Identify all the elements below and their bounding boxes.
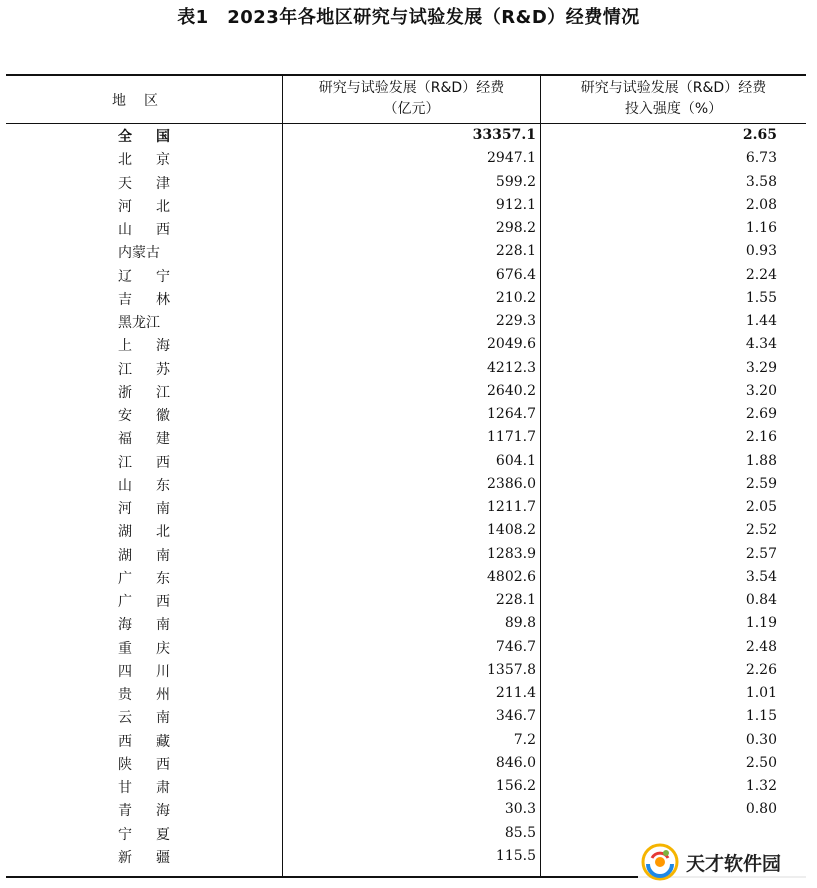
table-row bbox=[6, 474, 806, 497]
intensity-value: 0.93 bbox=[745, 243, 777, 260]
expenditure-value: 89.8 bbox=[504, 615, 536, 632]
region-name: 青 海 bbox=[118, 803, 170, 820]
table-row bbox=[6, 753, 806, 776]
expenditure-value: 1171.7 bbox=[487, 429, 536, 446]
intensity-value: 2.52 bbox=[745, 522, 777, 539]
region-name: 上 海 bbox=[118, 338, 170, 355]
region-name: 江 西 bbox=[118, 454, 170, 471]
intensity-value: 2.26 bbox=[745, 661, 777, 678]
intensity-value: 4.34 bbox=[745, 336, 777, 353]
table-row bbox=[6, 358, 806, 381]
region-name: 贵 州 bbox=[118, 687, 170, 703]
table-title: 表1 2023年各地区研究与试验发展（R&D）经费情况 bbox=[177, 7, 640, 28]
intensity-value: 2.08 bbox=[745, 196, 777, 213]
table-row bbox=[6, 381, 806, 404]
intensity-value: 2.48 bbox=[745, 638, 777, 655]
table-row bbox=[6, 265, 806, 288]
expenditure-value: 2386.0 bbox=[487, 475, 536, 492]
region-name: 重 庆 bbox=[118, 640, 170, 657]
expenditure-value: 298.2 bbox=[495, 220, 536, 236]
region-name: 河 北 bbox=[118, 198, 170, 215]
table-row bbox=[6, 497, 806, 520]
table-row bbox=[6, 311, 806, 334]
expenditure-value: 846.0 bbox=[495, 754, 536, 771]
intensity-value: 2.05 bbox=[745, 499, 777, 515]
region-name: 湖 北 bbox=[118, 524, 170, 541]
expenditure-value: 2640.2 bbox=[487, 382, 536, 399]
expenditure-value: 228.1 bbox=[495, 592, 536, 608]
column-header-expenditure-line2: （亿元） bbox=[383, 101, 440, 117]
watermark-text: 天才软件园 bbox=[686, 852, 782, 875]
expenditure-value: 4802.6 bbox=[487, 568, 536, 585]
intensity-value: 3.58 bbox=[745, 173, 777, 190]
swirl-logo-icon bbox=[640, 842, 680, 882]
intensity-value: 6.73 bbox=[745, 150, 777, 167]
expenditure-value: 2049.6 bbox=[487, 336, 536, 353]
region-name: 四 川 bbox=[118, 663, 170, 680]
column-header-intensity-line1: 研究与试验发展（R&D）经费 bbox=[580, 80, 767, 96]
expenditure-value: 210.2 bbox=[495, 289, 536, 306]
intensity-value: 2.24 bbox=[745, 266, 777, 283]
expenditure-value: 1357.8 bbox=[487, 661, 536, 678]
region-name: 宁 夏 bbox=[118, 826, 170, 843]
expenditure-value: 1283.9 bbox=[487, 545, 536, 562]
table-row bbox=[6, 706, 806, 729]
region-name: 广 西 bbox=[118, 594, 170, 610]
column-header-expenditure bbox=[283, 78, 540, 120]
region-name: 江 苏 bbox=[118, 361, 170, 378]
region-name: 辽 宁 bbox=[118, 268, 170, 285]
intensity-value: 2.69 bbox=[745, 406, 777, 422]
expenditure-value: 229.3 bbox=[495, 313, 536, 329]
table-row bbox=[6, 288, 806, 311]
table-row bbox=[6, 404, 806, 427]
intensity-value: 3.54 bbox=[745, 568, 777, 585]
table-row bbox=[6, 125, 806, 148]
table-row bbox=[6, 590, 806, 613]
intensity-value: 2.57 bbox=[745, 545, 777, 562]
region-name: 山 西 bbox=[118, 222, 170, 238]
table-row bbox=[6, 637, 806, 660]
region-name: 甘 肃 bbox=[118, 780, 170, 796]
column-header-region: 地区 bbox=[112, 93, 176, 109]
expenditure-value: 228.1 bbox=[495, 243, 536, 260]
expenditure-value: 115.5 bbox=[495, 847, 536, 864]
table-row bbox=[6, 567, 806, 590]
expenditure-value: 1264.7 bbox=[487, 406, 536, 422]
region-name: 新 疆 bbox=[118, 849, 170, 866]
region-name: 山 东 bbox=[118, 477, 170, 494]
region-name: 黑 龙 江 bbox=[118, 315, 160, 331]
expenditure-value: 1408.2 bbox=[487, 522, 536, 539]
expenditure-value: 1211.7 bbox=[487, 499, 536, 515]
table-body bbox=[6, 125, 806, 869]
intensity-value: 0.80 bbox=[745, 801, 777, 818]
expenditure-value: 2947.1 bbox=[487, 150, 536, 167]
expenditure-value: 156.2 bbox=[495, 778, 536, 794]
region-name: 湖 南 bbox=[118, 547, 170, 564]
intensity-value: 2.16 bbox=[745, 429, 777, 446]
table-row bbox=[6, 776, 806, 799]
intensity-value: 0.30 bbox=[745, 731, 777, 748]
intensity-value: 2.59 bbox=[745, 475, 777, 492]
column-header-intensity bbox=[541, 78, 806, 120]
table-row bbox=[6, 427, 806, 450]
table-row bbox=[6, 660, 806, 683]
region-name: 北 京 bbox=[118, 152, 170, 169]
table-row bbox=[6, 218, 806, 241]
expenditure-value: 599.2 bbox=[495, 173, 536, 190]
expenditure-value: 604.1 bbox=[495, 452, 536, 469]
region-name: 天 津 bbox=[118, 175, 170, 192]
table-row bbox=[6, 148, 806, 171]
region-name: 陕 西 bbox=[118, 756, 170, 773]
intensity-value: 1.19 bbox=[745, 615, 777, 632]
header-bottom-rule bbox=[6, 123, 806, 124]
region-name: 广 东 bbox=[118, 570, 170, 587]
intensity-value: 2.50 bbox=[745, 754, 777, 771]
table-row bbox=[6, 172, 806, 195]
expenditure-value: 33357.1 bbox=[472, 127, 536, 143]
column-header-intensity-line2: 投入强度（%） bbox=[624, 101, 723, 117]
intensity-value: 2.65 bbox=[742, 127, 777, 143]
intensity-value: 1.15 bbox=[745, 708, 777, 725]
region-name: 浙 江 bbox=[118, 384, 170, 401]
region-name: 全 国 bbox=[118, 129, 170, 145]
column-header-expenditure-line1: 研究与试验发展（R&D）经费 bbox=[318, 80, 505, 96]
region-name: 河 南 bbox=[118, 501, 170, 517]
expenditure-value: 30.3 bbox=[504, 801, 536, 818]
expenditure-value: 676.4 bbox=[495, 266, 536, 283]
table-row bbox=[6, 730, 806, 753]
intensity-value: 3.20 bbox=[745, 382, 777, 399]
expenditure-value: 746.7 bbox=[495, 638, 536, 655]
table-row bbox=[6, 451, 806, 474]
table-row bbox=[6, 683, 806, 706]
intensity-value: 1.32 bbox=[745, 778, 777, 794]
intensity-value: 0.84 bbox=[745, 592, 777, 608]
region-name: 内 蒙 古 bbox=[118, 245, 160, 262]
table-row bbox=[6, 334, 806, 357]
region-name: 西 藏 bbox=[118, 733, 170, 750]
region-name: 云 南 bbox=[118, 710, 170, 727]
table-row bbox=[6, 544, 806, 567]
expenditure-value: 211.4 bbox=[495, 685, 536, 701]
table-row bbox=[6, 195, 806, 218]
table-row bbox=[6, 613, 806, 636]
intensity-value: 1.88 bbox=[745, 452, 777, 469]
intensity-value: 1.01 bbox=[745, 685, 777, 701]
intensity-value: 1.16 bbox=[745, 220, 777, 236]
expenditure-value: 346.7 bbox=[495, 708, 536, 725]
region-name: 福 建 bbox=[118, 431, 170, 448]
region-name: 安 徽 bbox=[118, 408, 170, 424]
intensity-value: 1.44 bbox=[745, 313, 777, 329]
intensity-value: 3.29 bbox=[745, 359, 777, 376]
table-row bbox=[6, 520, 806, 543]
expenditure-value: 4212.3 bbox=[487, 359, 536, 376]
expenditure-value: 912.1 bbox=[495, 196, 536, 213]
intensity-value: 1.55 bbox=[745, 289, 777, 306]
expenditure-value: 85.5 bbox=[504, 824, 536, 841]
table-row bbox=[6, 241, 806, 264]
table-top-rule bbox=[6, 74, 806, 76]
table-row bbox=[6, 799, 806, 822]
watermark-logo bbox=[638, 840, 808, 884]
expenditure-value: 7.2 bbox=[513, 731, 536, 748]
region-name: 海 南 bbox=[118, 617, 170, 634]
region-name: 吉 林 bbox=[118, 291, 170, 308]
